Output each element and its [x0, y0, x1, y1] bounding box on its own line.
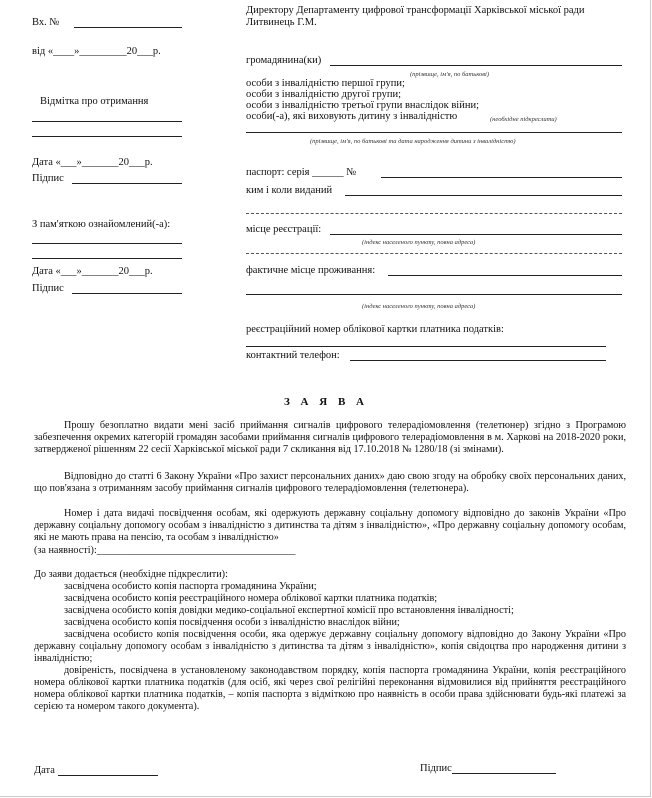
registration-label: місце реєстрації: — [246, 224, 322, 235]
child-info-field[interactable] — [246, 132, 622, 133]
residence-label: фактичне місце проживання: — [246, 265, 376, 276]
category-1[interactable]: особи з інвалідністю першої групи; — [246, 78, 405, 89]
attachments-list — [34, 569, 626, 713]
paragraph-request: Прошу безоплатно видати мені засіб приймання сигналів цифрового телерадіомовлення (телетюнер) згідно з Програмою забезпечення окремих категорій громадян засобами приймання сигналів цифрового телерадіомовлення в м. Харкові на 2018-2020 роки, затвердженої рішенням 22 сесії Харківської міської ради 7 скликання від 17.10.2018 № 1280/18 (зі змінами). — [34, 420, 626, 455]
incoming-number-field[interactable] — [74, 27, 182, 28]
acquainted-date-label: Дата «___»_______20___р. — [32, 266, 153, 277]
receipt-line-1[interactable] — [32, 121, 182, 122]
citizen-hint: (прізвище, ім'я, по батькові) — [410, 71, 490, 78]
categories-hint: (необхідне підкреслити) — [490, 116, 557, 123]
child-hint: (прізвище, ім'я, по батькові та дата народження дитини з інвалідністю) — [310, 138, 516, 145]
footer-signature-field[interactable] — [452, 773, 556, 774]
issued-field-1[interactable] — [345, 195, 622, 196]
registration-field-2[interactable] — [246, 253, 622, 254]
document-title: З А Я В А — [284, 396, 368, 408]
attachment-item[interactable]: довіреність, посвідчена в установленому законодавством порядку, копія паспорта громадянина України, копія реєстраційного номера облікової картки платника податків (для осіб, які через свої релігійні переконання відмовилися від прийняття реєстраційного номера облікової картки платника податків, – копія паспорта з відміткою про наявність в особи права здійснювати будь-які платежі за серією та номером такого документа). — [34, 665, 626, 712]
paragraph-certificate: Номер і дата видачі посвідчення особам, які одержують державну соціальну допомогу відповідно до законів України «Про державну соціальну допомогу особам з інвалідністю з дитинства та дітям з інвалідністю», «Про державну соціальну допомогу особам, які не мають права на пенсію, та особам з інвалідністю» — [34, 508, 626, 543]
acquainted-label: З пам'яткою ознайомлений(-а): — [32, 219, 171, 230]
residence-field[interactable] — [388, 275, 622, 276]
phone-field[interactable] — [350, 360, 606, 361]
category-3[interactable]: особи з інвалідністю третьої групи внаслідок війни; — [246, 100, 479, 111]
attachment-item[interactable]: засвідчена особисто копія паспорта громадянина України; — [64, 581, 317, 592]
issued-field-2[interactable] — [246, 213, 622, 214]
attachment-item[interactable]: засвідчена особисто копія реєстраційного номера облікової картки платника податків; — [64, 593, 438, 604]
residence-field-2[interactable] — [246, 294, 622, 295]
acquainted-line-1[interactable] — [32, 243, 182, 244]
date-from-label: від «____»_________20___р. — [32, 46, 161, 57]
incoming-number-label: Вх. № — [32, 17, 60, 28]
registration-field[interactable] — [330, 234, 622, 235]
category-2[interactable]: особи з інвалідністю другої групи; — [246, 89, 402, 100]
attachment-item[interactable]: засвідчена особисто копія довідки медико-соціальної експертної комісії про встановлення інвалідності; — [64, 605, 514, 616]
certificate-field[interactable]: (за наявності):_______________________________________ — [34, 545, 296, 556]
tax-number-field[interactable] — [246, 346, 606, 347]
citizen-label: громадянина(ки) — [246, 55, 322, 66]
tax-number-label: реєстраційний номер облікової картки платника податків: — [246, 324, 504, 335]
addressee-line-2: Литвинець Г.М. — [246, 17, 317, 28]
residence-hint: (індекс населеного пункту, повна адреса) — [362, 303, 476, 310]
footer-date-label: Дата — [34, 765, 55, 776]
phone-label: контактний телефон: — [246, 350, 340, 361]
acquainted-signature-label: Підпис — [32, 283, 64, 294]
receipt-signature-field[interactable] — [72, 183, 182, 184]
footer-signature-label: Підпис — [420, 763, 452, 774]
receipt-date-label: Дата «___»_______20___р. — [32, 157, 153, 168]
passport-label: паспорт: серія ______ № — [246, 167, 357, 178]
acquainted-line-2[interactable] — [32, 258, 182, 259]
attachments-title: До заяви додається (необхідне підкреслити): — [34, 569, 228, 580]
category-4[interactable]: особи(-а), які виховують дитину з інвалідністю — [246, 111, 458, 122]
acquainted-signature-field[interactable] — [72, 293, 182, 294]
addressee-line-1: Директору Департаменту цифрової трансформації Харківської міської ради — [246, 5, 585, 16]
citizen-name-field[interactable] — [330, 65, 622, 66]
footer-date-field[interactable] — [58, 775, 158, 776]
receipt-signature-label: Підпис — [32, 173, 64, 184]
attachment-item[interactable]: засвідчена особисто копія посвідчення особи з інвалідністю внаслідок війни; — [64, 617, 400, 628]
registration-hint: (індекс населеного пункту, повна адреса) — [362, 239, 476, 246]
receipt-line-2[interactable] — [32, 136, 182, 137]
receipt-mark-label: Відмітка про отримання — [40, 96, 149, 107]
issued-label: ким і коли виданий — [246, 185, 333, 196]
paragraph-consent: Відповідно до статті 6 Закону України «Про захист персональних даних» даю свою згоду на обробку своїх персональних даних, що пов'язана з отриманням засобу приймання сигналів цифрового телерадіомовлення (телетюнера). — [34, 471, 626, 494]
attachment-item[interactable]: засвідчена особисто копія посвідчення особи, яка одержує державну соціальну допомогу відповідно до Закону України «Про державну соціальну допомогу особам з інвалідністю з дитинства та дітям з інвалідністю», копія свідоцтва про народження дитини з інвалідністю; — [34, 629, 626, 664]
passport-number-field[interactable] — [381, 177, 622, 178]
